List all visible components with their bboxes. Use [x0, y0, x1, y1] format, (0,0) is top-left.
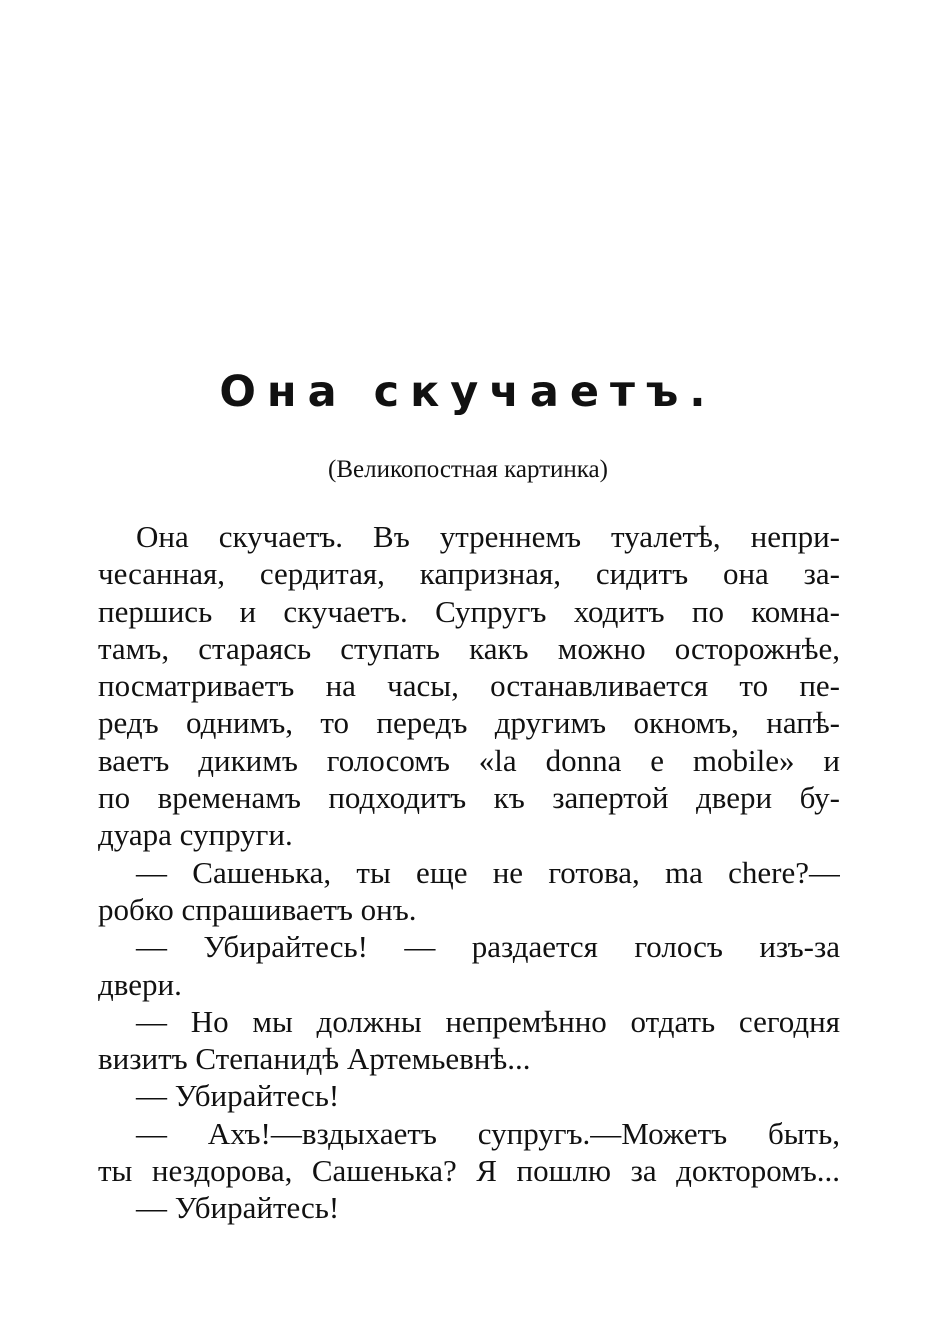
- dialogue-line: — Убирайтесь! — раздается голосъ изъ-за: [136, 929, 840, 965]
- dialogue-line: — Ахъ!—вздыхаетъ супругъ.—Можетъ быть,: [136, 1115, 840, 1151]
- text-line: ваетъ дикимъ голосомъ «la donna e mobile» и: [98, 742, 840, 778]
- dialogue-line: — Но мы должны непремѣнно отдать сегодня: [136, 1003, 840, 1039]
- body-text: [98, 518, 840, 1227]
- text-line: редъ однимъ, то передъ другимъ окномъ, напѣ-: [98, 705, 840, 741]
- text-line: ты нездорова, Сашенька? Я пошлю за докторомъ...: [98, 1153, 840, 1189]
- text-line: двери.: [98, 966, 182, 1002]
- text-line: робко спрашиваетъ онъ.: [98, 891, 417, 927]
- text-line: першись и скучаетъ. Супругъ ходитъ по комна-: [98, 593, 840, 629]
- text-line: посматриваетъ на часы, останавливается то пе-: [98, 668, 840, 704]
- text-line: визитъ Степанидѣ Артемьевнѣ...: [98, 1041, 531, 1077]
- text-line: чесанная, сердитая, капризная, сидитъ она за-: [98, 556, 840, 592]
- text-line: дуара супруги.: [98, 817, 293, 853]
- text-line: Она скучаетъ. Въ утреннемъ туалетѣ, непри-: [136, 519, 840, 554]
- dialogue-line: — Сашенька, ты еще не готова, ma chere?—: [136, 854, 840, 890]
- chapter-subtitle: (Великопостная картинка): [328, 456, 608, 483]
- text-line: тамъ, стараясь ступать какъ можно осторожнѣе,: [98, 630, 840, 666]
- dialogue-line: — Убирайтесь!: [136, 1078, 340, 1114]
- dialogue-line: — Убирайтесь!: [136, 1190, 340, 1226]
- chapter-title: Она скучаетъ.: [219, 367, 717, 417]
- text-line: по временамъ подходитъ къ запертой двери бу-: [98, 780, 840, 816]
